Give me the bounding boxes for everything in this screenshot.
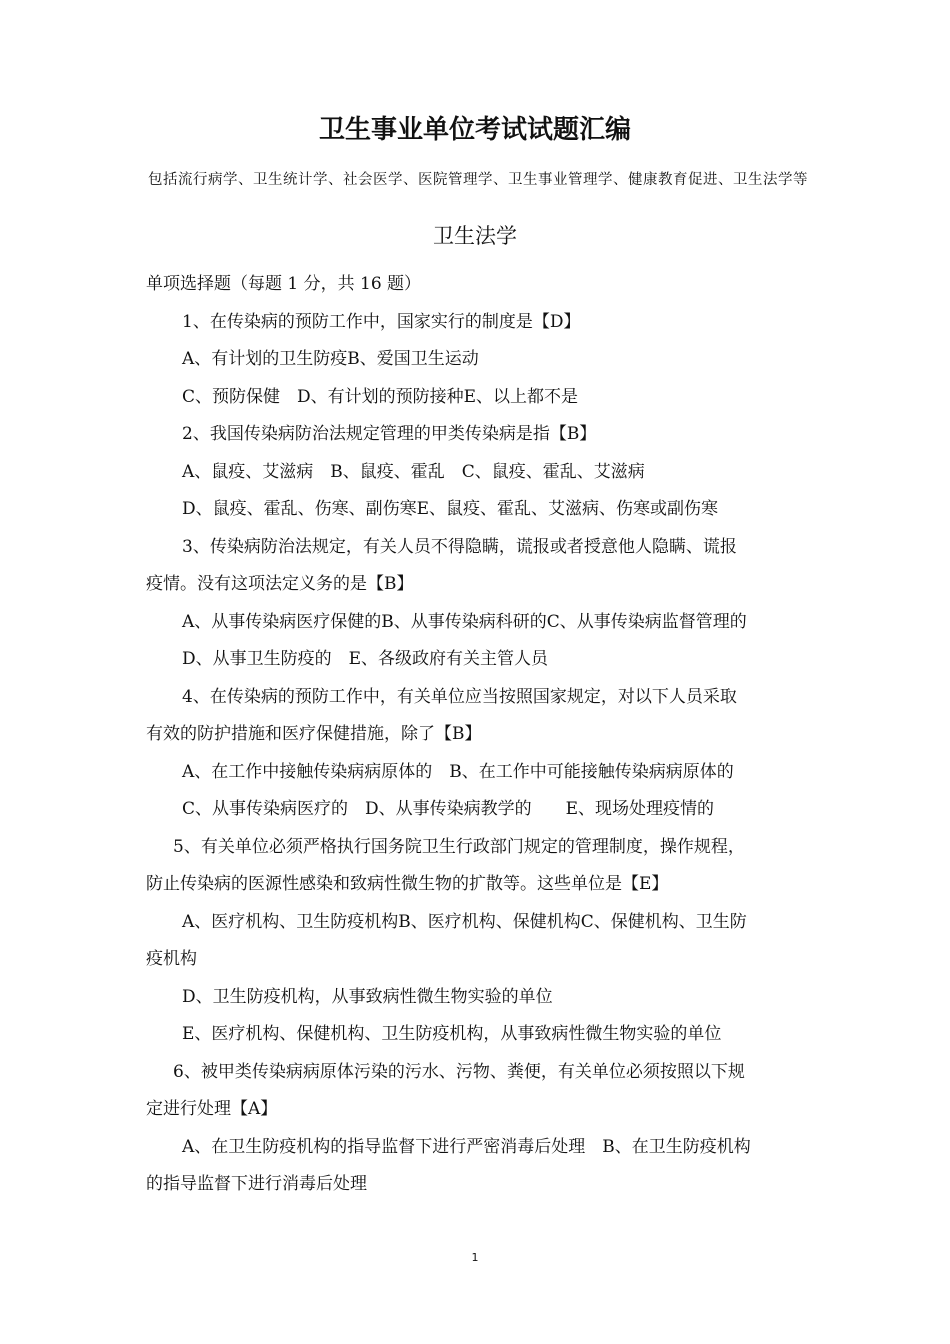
document-subtitle: 包括流行病学、卫生统计学、社会医学、医院管理学、卫生事业管理学、健康教育促进、卫生法学等 [148,172,808,188]
text-line: A、在工作中接触传染病病原体的 B、在工作中可能接触传染病病原体的 [182,761,734,782]
text-line: 6、被甲类传染病病原体污染的污水、污物、粪便，有关单位必须按照以下规 [173,1061,745,1082]
text-line: 2、我国传染病防治法规定管理的甲类传染病是指【B】 [182,424,597,444]
text-line: 5、有关单位必须严格执行国务院卫生行政部门规定的管理制度，操作规程， [173,836,745,857]
text-line: C、从事传染病医疗的 D、从事传染病教学的 E、现场处理疫情的 [182,799,715,819]
text-line: D、从事卫生防疫的 E、各级政府有关主管人员 [182,649,549,669]
text-line: C、预防保健 D、有计划的预防接种E、以上都不是 [182,386,579,407]
text-line: A、从事传染病医疗保健的B、从事传染病科研的C、从事传染病监督管理的 [182,611,747,632]
text-line: 4、在传染病的预防工作中，有关单位应当按照国家规定，对以下人员采取 [182,686,737,707]
text-line: 的指导监督下进行消毒后处理 [146,1174,367,1194]
text-line: 疫情。没有这项法定义务的是【B】 [146,574,414,594]
text-line: 单项选择题（每题 1 分，共 16 题） [146,274,422,294]
text-line: A、医疗机构、卫生防疫机构B、医疗机构、保健机构C、保健机构、卫生防 [182,911,747,932]
text-line: 定进行处理【A】 [146,1099,278,1119]
text-line: 1、在传染病的预防工作中，国家实行的制度是【D】 [182,311,581,332]
text-line: A、鼠疫、艾滋病 B、鼠疫、霍乱 C、鼠疫、霍乱、艾滋病 [182,461,645,482]
text-line: E、医疗机构、保健机构、卫生防疫机构，从事致病性微生物实验的单位 [182,1024,722,1044]
text-line: 疫机构 [146,949,197,969]
text-line: 3、传染病防治法规定，有关人员不得隐瞒，谎报或者授意他人隐瞒、谎报 [182,536,737,557]
document-body [146,266,810,1204]
text-line: A、有计划的卫生防疫B、爱国卫生运动 [182,349,479,369]
text-line: 有效的防护措施和医疗保健措施，除了【B】 [146,724,482,744]
text-line: A、在卫生防疫机构的指导监督下进行严密消毒后处理 B、在卫生防疫机构 [182,1136,751,1157]
text-line: D、卫生防疫机构，从事致病性微生物实验的单位 [182,986,553,1007]
section-heading: 卫生法学 [433,224,517,248]
text-line: 防止传染病的医源性感染和致病性微生物的扩散等。这些单位是【E】 [146,874,669,894]
document-title: 卫生事业单位考试试题汇编 [318,115,631,145]
text-line: D、鼠疫、霍乱、伤寒、副伤寒E、鼠疫、霍乱、艾滋病、伤寒或副伤寒 [182,499,719,519]
page-number: 1 [471,1251,479,1264]
